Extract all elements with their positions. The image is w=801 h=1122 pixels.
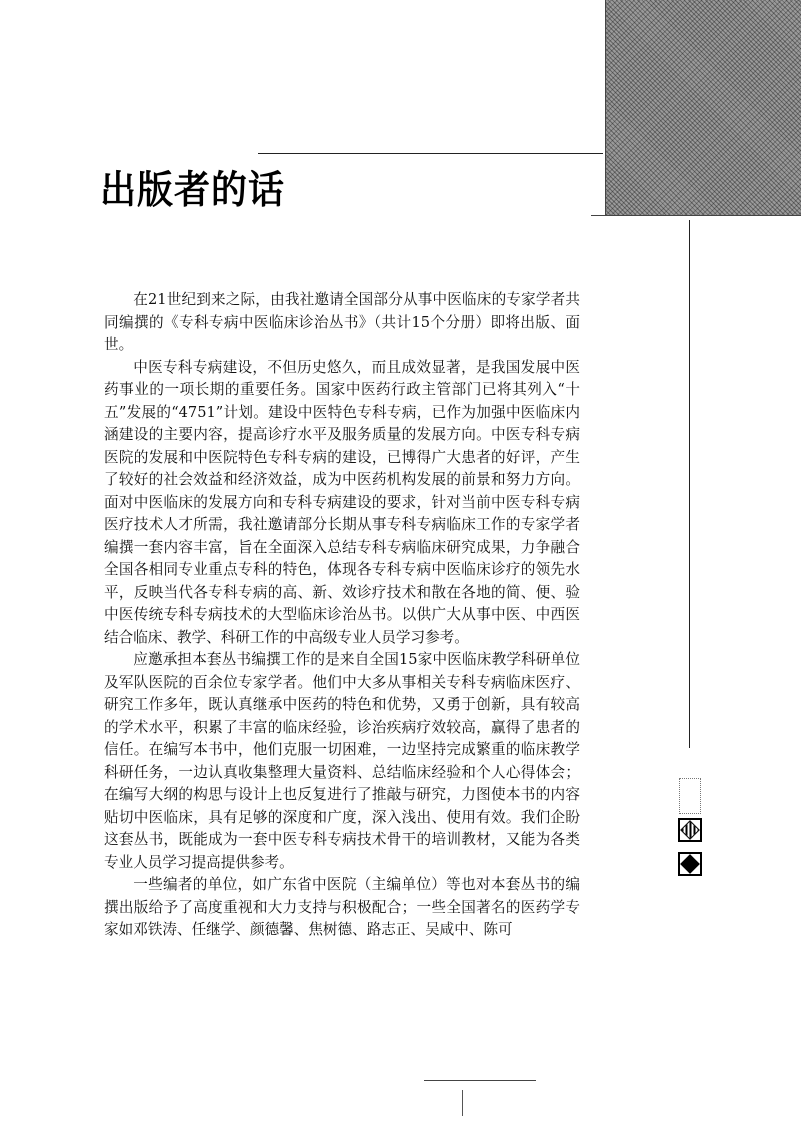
footer-rule: [424, 1080, 536, 1081]
decorative-corner-bar: [591, 0, 801, 230]
dotted-frame-ornament: [679, 778, 701, 814]
decorative-bar-inner: [591, 0, 606, 218]
hatched-diamond-icon: [678, 818, 702, 842]
decorative-bar-band: [591, 215, 801, 230]
paragraph-1: 在21世纪到来之际，由我社邀请全国部分从事中医临床的专家学者共同编撰的《专科专病中医临床诊治丛书》（共计15个分册）即将出版、面世。: [104, 291, 580, 353]
solid-diamond-icon: [678, 852, 702, 876]
margin-vertical-rule: [689, 220, 690, 748]
body-text: [104, 289, 580, 942]
paragraph-2: 中医专科专病建设，不但历史悠久，而且成效显著，是我国发展中医药事业的一项长期的重要任务。国家中医药行政主管部门已将其列入“十五”发展的“4751”计划。建设中医特色专科专病，已作为加强中医临床内涵建设的主要内容，提高诊疗水平及服务质量的发展方向。中医专科专病医院的发展和中医院特色专科专病的建设，已博得广大患者的好评，产生了较好的社会效益和经济效益，成为中医药机构发展的前景和努力方向。面对中医临床的发展方向和专科专病建设的要求，针对当前中医专科专病医疗技术人才所需，我社邀请部分长期从事专科专病临床工作的专家学者编撰一套内容丰富，旨在全面深入总结专科专病临床研究成果，力争融合全国各相同专业重点专科的特色，体现各专科专病中医临床诊疗的领先水平，反映当代各专科专病的高、新、效诊疗技术和散在各地的简、便、验中医传统专科专病技术的大型临床诊治丛书。以供广大从事中医、中西医结合临床、教学、科研工作的中高级专业人员学习参考。: [104, 358, 580, 646]
footer-mark: [462, 1090, 463, 1116]
page-title: 出版者的话: [100, 168, 286, 213]
paragraph-3: 应邀承担本套丛书编撰工作的是来自全国15家中医临床教学科研单位及军队医院的百余位专家学者。他们中大多从事相关专科专病临床医疗、研究工作多年，既认真继承中医药的特色和优势，又勇于创新，具有较高的学术水平，积累了丰富的临床经验，诊治疾病疗效较高，赢得了患者的信任。在编写本书中，他们克服一切困难，一边坚持完成繁重的临床教学科研任务，一边认真收集整理大量资料、总结临床经验和个人心得体会；在编写大纲的构思与设计上也反复进行了推敲与研究，力图使本书的内容贴切中医临床，具有足够的深度和广度，深入浅出、使用有效。我们企盼这套丛书，既能成为一套中医专科专病技术骨干的培训教材，又能为各类专业人员学习提高提供参考。: [104, 651, 580, 871]
title-rule: [258, 153, 603, 154]
paragraph-4: 一些编者的单位，如广东省中医院（主编单位）等也对本套丛书的编撰出版给予了高度重视和大力支持与积极配合；一些全国著名的医药学专家如邓铁涛、任继学、颜德馨、焦树德、路志正、吴咸中、陈可: [104, 876, 580, 938]
